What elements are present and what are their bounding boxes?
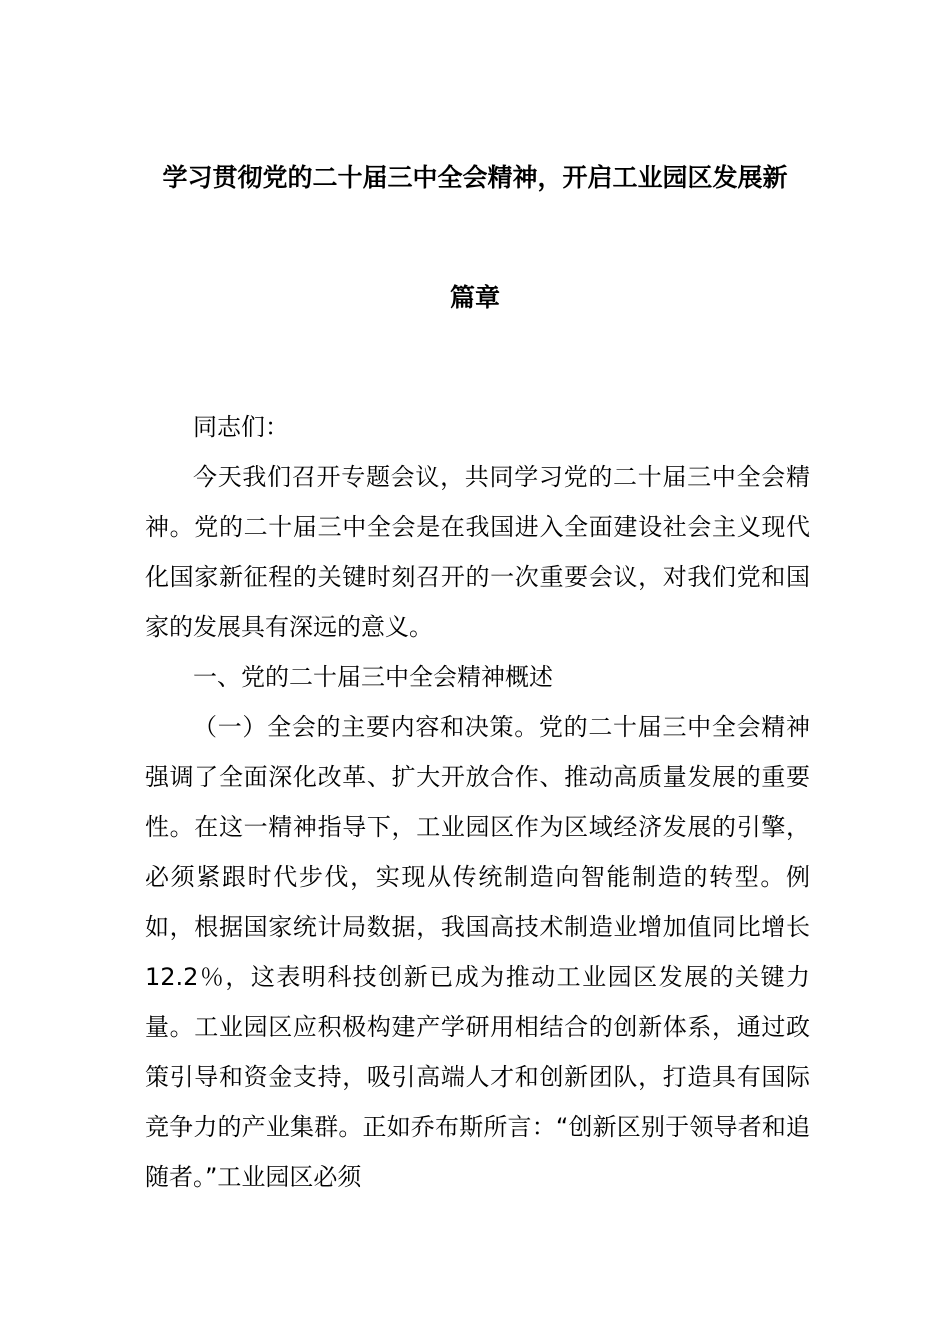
paragraph-subsection-1: （一）全会的主要内容和决策。党的二十届三中全会精神强调了全面深化改革、扩大开放合作、推动高质量发展的重要性。在这一精神指导下，工业园区作为区域经济发展的引擎，必须紧跟时代步伐，实现从传统制造向智能制造的转型。例如，根据国家统计局数据，我国高技术制造业增加值同比增长 12.2％，这表明科技创新已成为推动工业园区发展的关键力量。工业园区应积极构建产学研用相结合的创新体系，通过政策引导和资金支持，吸引高端人才和创新团队，打造具有国际竞争力的产业集群。正如乔布斯所言：“创新区别于领导者和追随者。”工业园区必须 (145, 713, 810, 1191)
paragraph-intro: 今天我们召开专题会议，共同学习党的二十届三中全会精神。党的二十届三中全会是在我国进入全面建设社会主义现代化国家新征程的关键时刻召开的一次重要会议，对我们党和国家的发展具有深远的意义。 (145, 463, 810, 641)
document-title-line-1: 学习贯彻党的二十届三中全会精神，开启工业园区发展新 (162, 163, 788, 192)
section-heading: 一、党的二十届三中全会精神概述 (193, 663, 553, 691)
document-body (145, 402, 810, 1202)
salutation: 同志们： (193, 413, 289, 441)
document-title-line-2: 篇章 (449, 283, 500, 312)
